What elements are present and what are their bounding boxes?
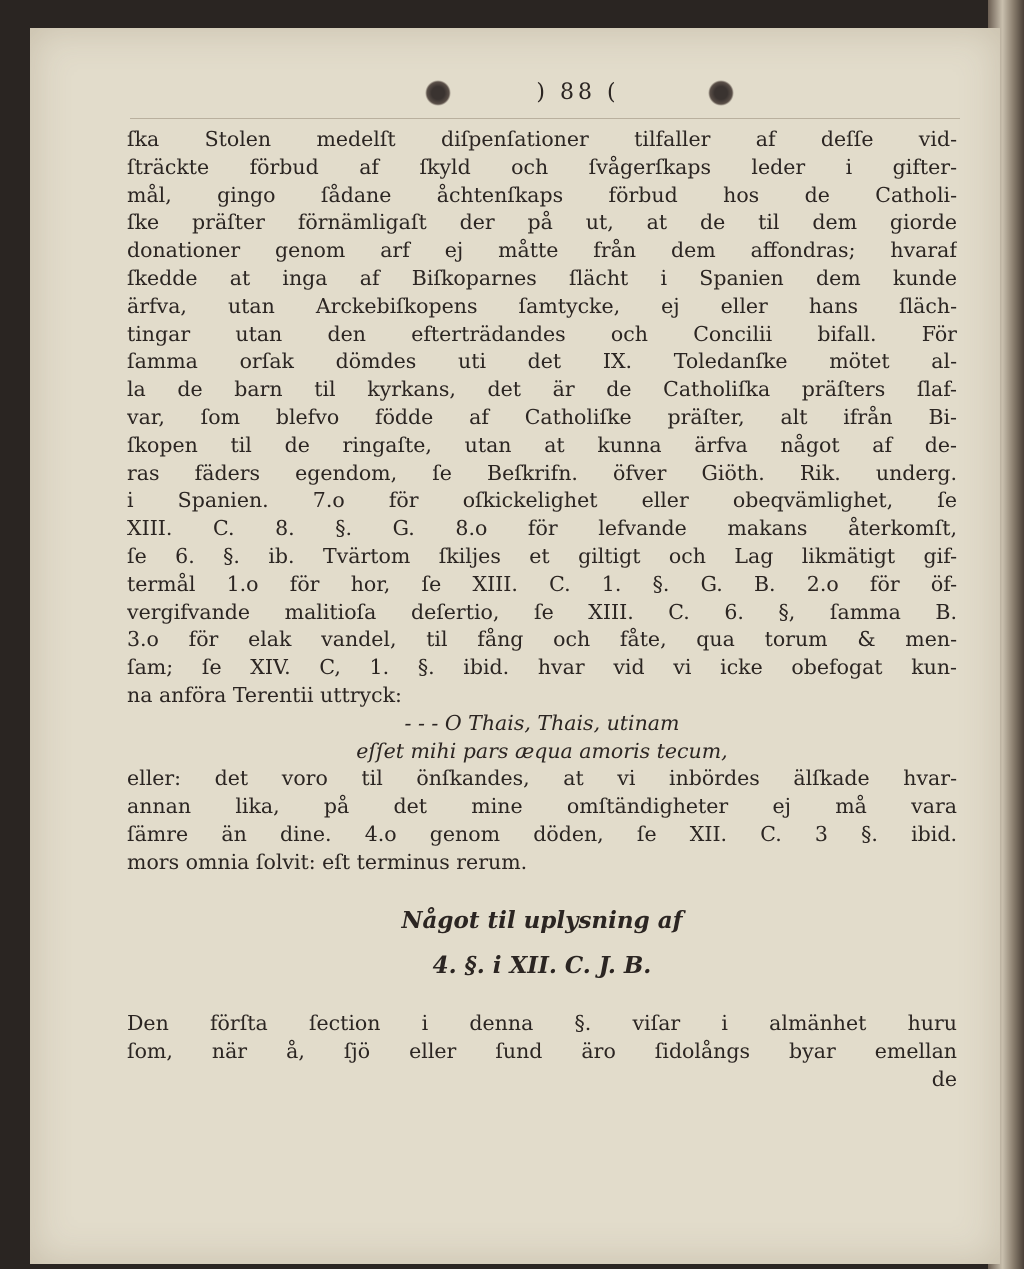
section-subheading: 4. §. i XII. C. J. B.: [432, 952, 652, 980]
spacer: [127, 980, 957, 1010]
text-line: ras fäders egendom, ſe Beſkrifn. öfver Giöth. Rik. underg.: [127, 460, 957, 485]
spacer: [127, 877, 957, 907]
spacer: [127, 934, 957, 952]
page-number: ) 88 (: [536, 80, 620, 105]
text-line: termål 1.o för hor, ſe XIII. C. 1. §. G. B. 2.o för öf-: [127, 571, 957, 596]
text-line: na anföra Terentii uttryck:: [127, 682, 402, 707]
text-line: ſom, när å, ſjö eller ſund äro ſidolångs byar emellan: [127, 1038, 957, 1063]
text-line: ſam; ſe XIV. C, 1. §. ibid. hvar vid vi icke obefogat kun-: [127, 655, 957, 680]
text-line: mors omnia ſolvit: eſt terminus rerum.: [127, 849, 528, 874]
page-header: [30, 76, 1000, 116]
text-line: ſka Stolen medelſt diſpenſationer tilfaller af deſſe vid-: [127, 127, 957, 151]
text-line: mål, gingo ſådane åchtenſkaps förbud hos de Catholi-: [127, 182, 957, 207]
ornament-right-icon: [708, 80, 734, 106]
text-line: ſke präſter förnämligaſt der på ut, at de til dem giorde: [127, 210, 957, 235]
text-line: vergifvande malitioſa deſertio, ſe XIII. C. 6. §, ſamma B.: [127, 599, 957, 624]
text-line: var, ſom blefvo födde af Catholiſke präſter, alt ifrån Bi-: [127, 404, 957, 429]
text-line: annan lika, på det mine omſtändigheter ej må vara: [127, 794, 957, 819]
text-line: donationer genom arf ej måtte från dem affondras; hvaraf: [127, 238, 957, 263]
section-heading: Något til uplysning af: [401, 906, 683, 934]
book-page: [30, 28, 1000, 1264]
text-line: eller: det voro til önſkandes, at vi inbördes älſkade hvar-: [127, 766, 957, 791]
text-line: 3.o för elak vandel, til fång och fåte, qua torum & men-: [127, 627, 957, 652]
text-line: ärfva, utan Arckebiſkopens ſamtycke, ej eller hans ſläch-: [127, 293, 957, 318]
text-line: XIII. C. 8. §. G. 8.o för lefvande makans återkomſt,: [127, 516, 957, 541]
catchword: de: [931, 1066, 957, 1091]
verse-line: eſſet mihi pars æqua amoris tecum,: [356, 738, 728, 763]
text-line: i Spanien. 7.o för oſkickelighet eller obeqvämlighet, ſe: [127, 488, 957, 513]
text-line: ſämre än dine. 4.o genom döden, ſe XII. C. 3 §. ibid.: [127, 821, 957, 846]
text-line: Den förſta ſection i denna §. viſar i almänhet huru: [127, 1011, 957, 1036]
verse-line: - - - O Thais, Thais, utinam: [404, 710, 680, 735]
text-line: tingar utan den efterträdandes och Concilii bifall. För: [127, 321, 957, 346]
text-line: ſkopen til de ringaſte, utan at kunna ärfva något af de-: [127, 432, 957, 457]
main-text: [127, 126, 957, 1094]
text-line: ſe 6. §. ib. Tvärtom ſkiljes et giltigt och Lag likmätigt gif-: [127, 543, 957, 568]
ornament-left-icon: [425, 80, 451, 106]
header-rule: [130, 118, 960, 119]
text-line: ſträckte förbud af ſkyld och ſvågerſkaps leder i gifter-: [127, 154, 957, 179]
text-line: la de barn til kyrkans, det är de Catholiſka präſters ſlaf-: [127, 377, 957, 402]
text-line: ſamma orſak dömdes uti det IX. Toledanſke mötet al-: [127, 349, 957, 374]
text-line: ſkedde at inga af Biſkoparnes ſlächt i Spanien dem kunde: [127, 265, 957, 290]
